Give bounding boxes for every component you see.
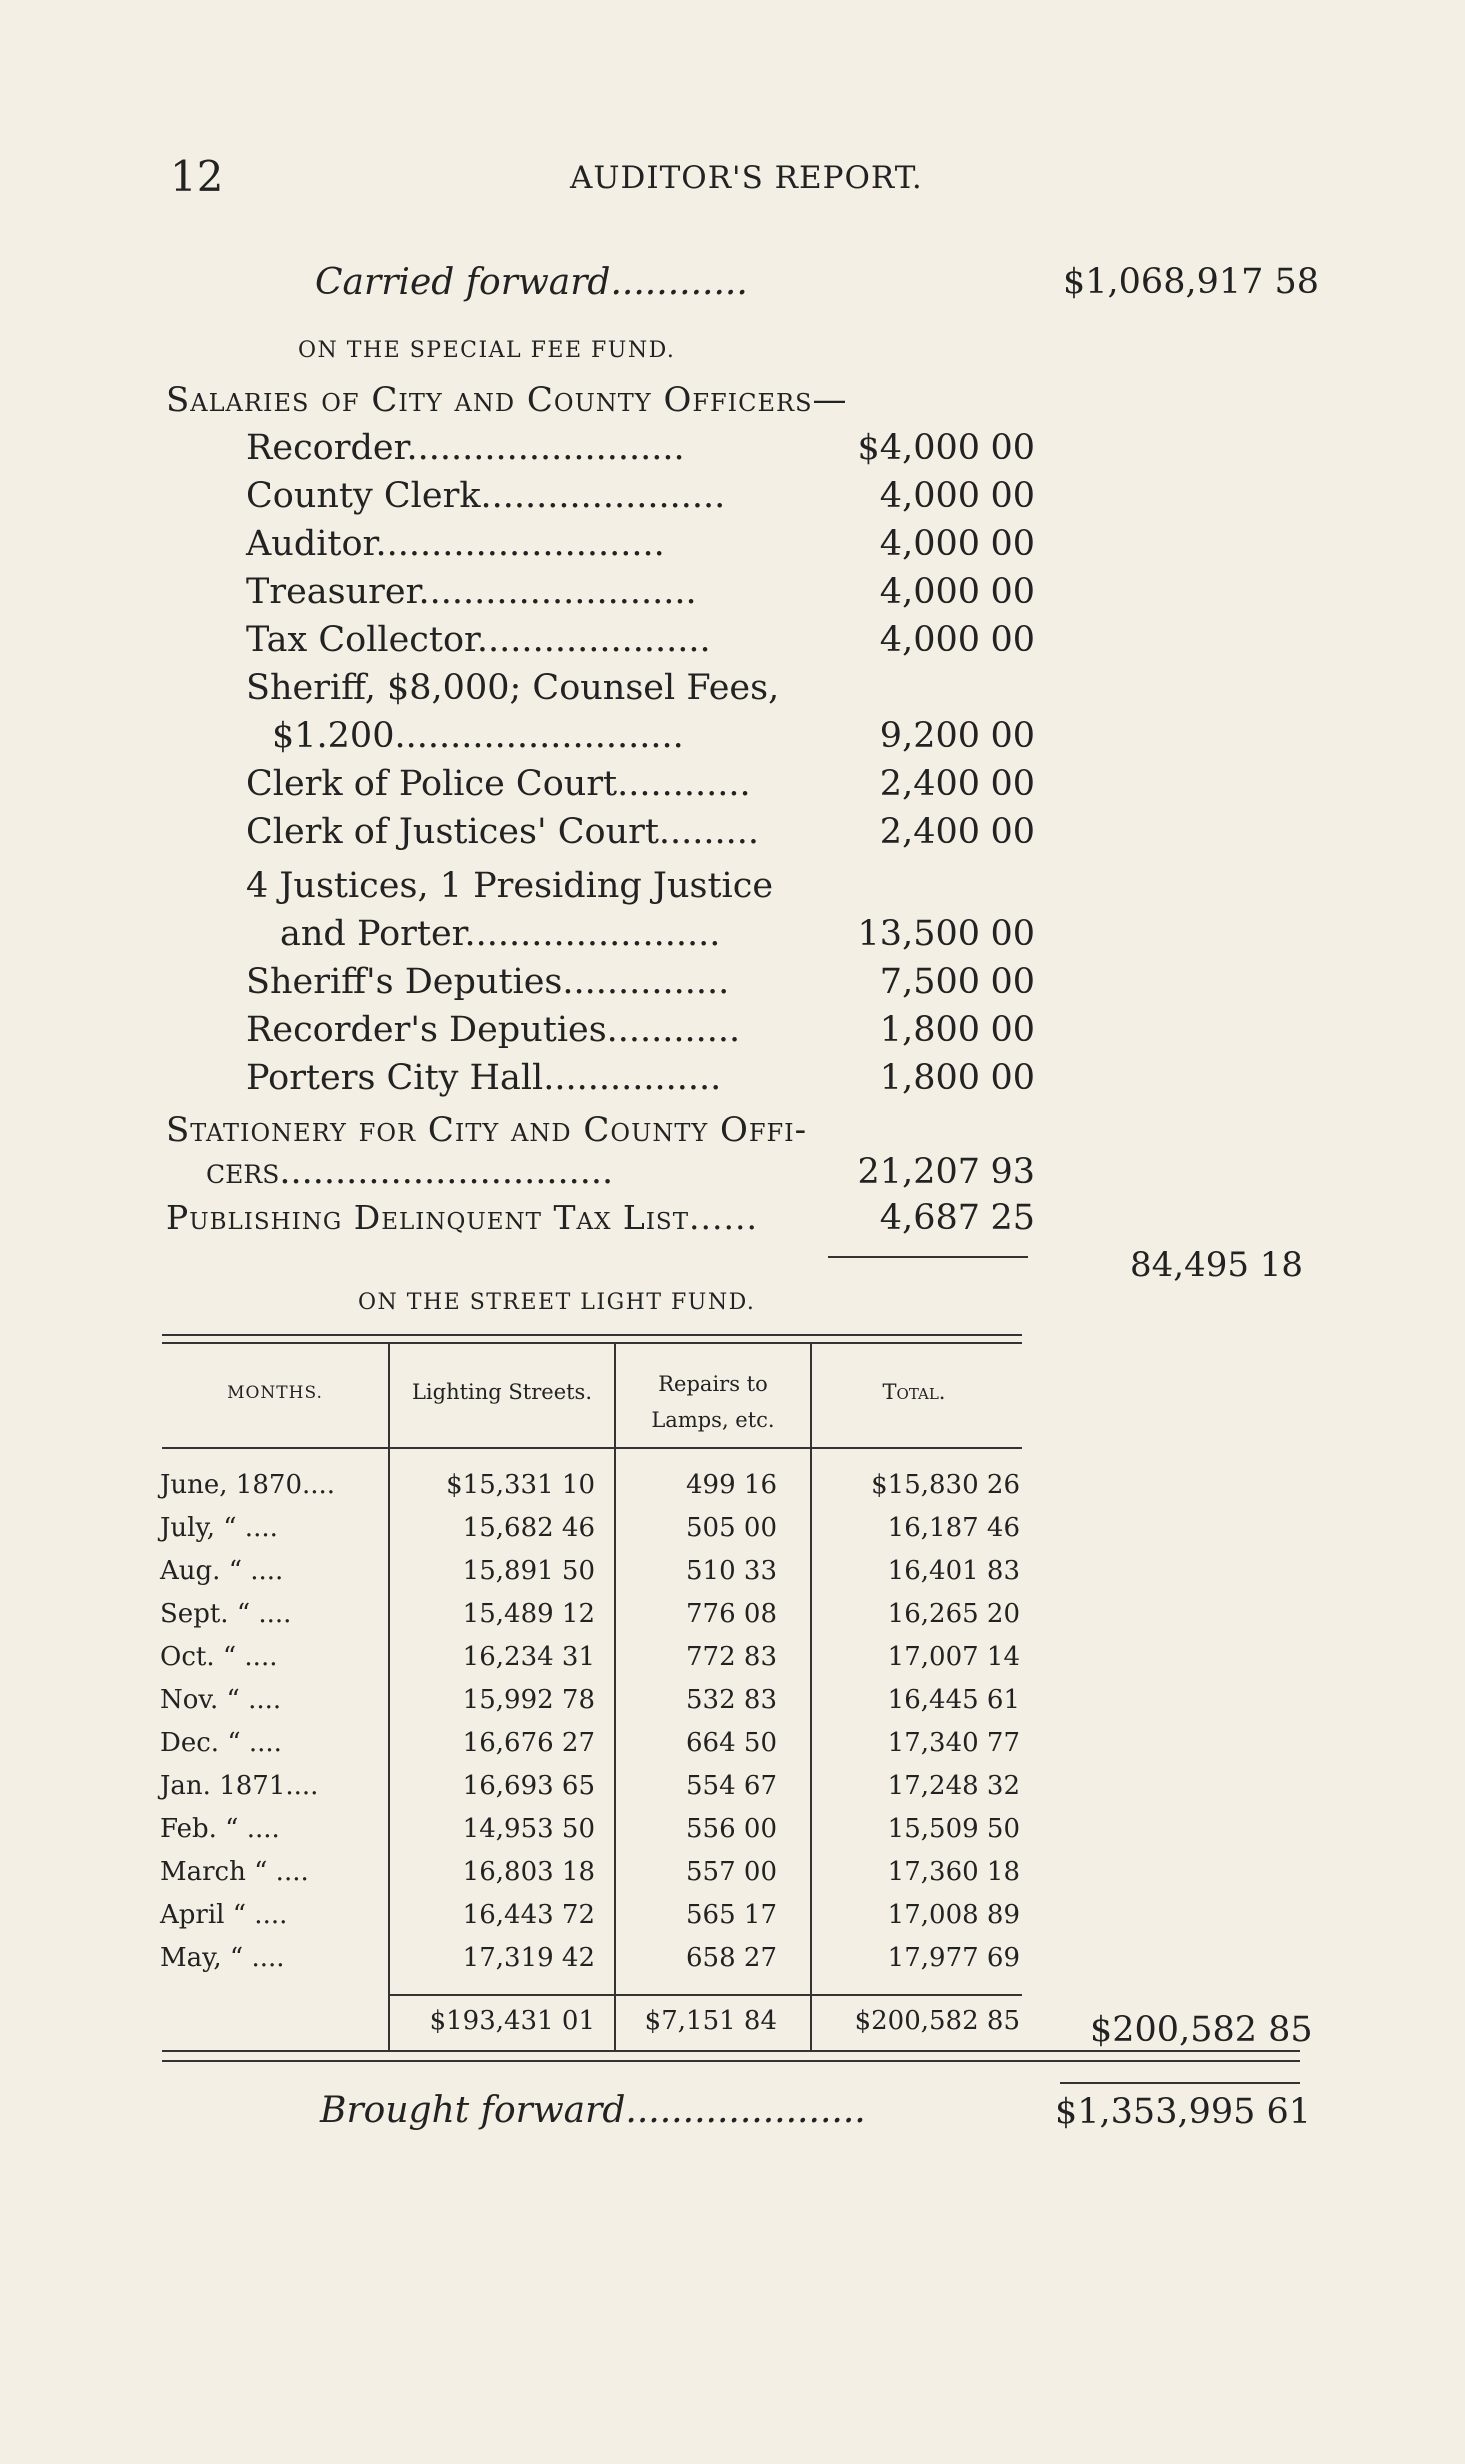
item-cents: 00 bbox=[990, 962, 1035, 1002]
stationery-heading: Stationery for City and County Offi- bbox=[166, 1110, 808, 1150]
item-label: Clerk of Police Court............ bbox=[246, 764, 751, 804]
stationery-label: cers.............................. bbox=[206, 1152, 614, 1192]
cell-lighting: 15,992 78 bbox=[462, 1685, 595, 1715]
cell-month: April “ .... bbox=[160, 1900, 288, 1930]
item-label: and Porter....................... bbox=[280, 914, 721, 954]
table-row bbox=[0, 1685, 1465, 1728]
carried-forward-label: Carried forward............ bbox=[315, 262, 748, 303]
cell-total: 16,265 20 bbox=[887, 1599, 1020, 1629]
item-cents: 00 bbox=[990, 914, 1035, 954]
cell-repairs: 499 16 bbox=[686, 1470, 777, 1500]
cell-total: 15,509 50 bbox=[887, 1814, 1020, 1844]
cell-lighting: 16,676 27 bbox=[462, 1728, 595, 1758]
table-row bbox=[0, 1943, 1465, 1986]
total-top-rule bbox=[388, 1994, 1022, 1996]
cell-repairs: 556 00 bbox=[686, 1814, 777, 1844]
cell-month: March “ .... bbox=[160, 1857, 309, 1887]
item-cents: 00 bbox=[990, 620, 1035, 660]
cell-total: 17,248 32 bbox=[887, 1771, 1020, 1801]
item-dollars: 4,000 bbox=[879, 572, 980, 612]
item-cents: 00 bbox=[990, 812, 1035, 852]
list-item bbox=[0, 620, 1465, 668]
item-label: Recorder......................... bbox=[246, 428, 685, 468]
item-label: Sheriff, $8,000; Counsel Fees, bbox=[246, 668, 780, 708]
item-label: Porters City Hall................ bbox=[246, 1058, 722, 1098]
table-bottom-rule bbox=[162, 2050, 1300, 2052]
list-item bbox=[0, 914, 1465, 962]
cell-total: 17,008 89 bbox=[887, 1900, 1020, 1930]
list-item bbox=[0, 668, 1465, 716]
cell-lighting: 15,682 46 bbox=[462, 1513, 595, 1543]
publishing-row bbox=[0, 1198, 1465, 1246]
list-item bbox=[0, 866, 1465, 914]
total-lighting: $193,431 01 bbox=[429, 2006, 595, 2036]
item-label: Recorder's Deputies............ bbox=[246, 1010, 741, 1050]
street-light-grand-total: $200,582 85 bbox=[1090, 2010, 1313, 2050]
cell-month: Aug. “ .... bbox=[160, 1556, 284, 1586]
cell-repairs: 776 08 bbox=[686, 1599, 777, 1629]
cell-repairs: 510 33 bbox=[686, 1556, 777, 1586]
cell-repairs: 505 00 bbox=[686, 1513, 777, 1543]
item-cents: 00 bbox=[990, 1058, 1035, 1098]
table-row bbox=[0, 1642, 1465, 1685]
publishing-dollars: 4,687 bbox=[879, 1198, 980, 1238]
item-dollars: 7,500 bbox=[879, 962, 980, 1002]
cell-repairs: 565 17 bbox=[686, 1900, 777, 1930]
cell-month: May, “ .... bbox=[160, 1943, 285, 1973]
item-label: 4 Justices, 1 Presiding Justice bbox=[246, 866, 774, 906]
list-item bbox=[0, 716, 1465, 764]
item-cents: 00 bbox=[990, 716, 1035, 756]
publishing-cents: 25 bbox=[990, 1198, 1035, 1238]
subtotal-rule bbox=[828, 1256, 1028, 1258]
cell-total: 17,360 18 bbox=[887, 1857, 1020, 1887]
cell-total: 16,401 83 bbox=[887, 1556, 1020, 1586]
table-top-rule bbox=[162, 1334, 1022, 1336]
item-label: Treasurer......................... bbox=[246, 572, 697, 612]
item-dollars: 13,500 bbox=[857, 914, 980, 954]
cell-total: 17,007 14 bbox=[887, 1642, 1020, 1672]
cell-month: Feb. “ .... bbox=[160, 1814, 280, 1844]
cell-lighting: $15,331 10 bbox=[446, 1470, 595, 1500]
cell-lighting: 14,953 50 bbox=[462, 1814, 595, 1844]
cell-lighting: 15,489 12 bbox=[462, 1599, 595, 1629]
cell-total: 16,187 46 bbox=[887, 1513, 1020, 1543]
cell-month: Jan. 1871.... bbox=[160, 1771, 319, 1801]
table-row bbox=[0, 1857, 1465, 1900]
list-item bbox=[0, 962, 1465, 1010]
salaries-heading: Salaries of City and County Officers— bbox=[166, 380, 848, 420]
cell-lighting: 16,803 18 bbox=[462, 1857, 595, 1887]
column-header-months: MONTHS. bbox=[227, 1383, 323, 1403]
item-cents: 00 bbox=[990, 1010, 1035, 1050]
column-header-repairs-sub: Lamps, etc. bbox=[651, 1408, 775, 1432]
item-dollars: $4,000 bbox=[857, 428, 980, 468]
cell-repairs: 658 27 bbox=[686, 1943, 777, 1973]
brought-forward-label: Brought forward..................... bbox=[320, 2090, 866, 2131]
cell-repairs: 557 00 bbox=[686, 1857, 777, 1887]
item-dollars: 2,400 bbox=[879, 812, 980, 852]
list-item bbox=[0, 1058, 1465, 1106]
cell-repairs: 532 83 bbox=[686, 1685, 777, 1715]
item-label: Tax Collector..................... bbox=[246, 620, 711, 660]
list-item bbox=[0, 572, 1465, 620]
cell-lighting: 16,693 65 bbox=[462, 1771, 595, 1801]
cell-lighting: 16,443 72 bbox=[462, 1900, 595, 1930]
column-header-repairs: Repairs to bbox=[658, 1372, 768, 1396]
total-repairs: $7,151 84 bbox=[644, 2006, 777, 2036]
table-row bbox=[0, 1900, 1465, 1943]
list-item bbox=[0, 524, 1465, 572]
column-header-lighting: Lighting Streets. bbox=[411, 1380, 593, 1404]
table-bottom-rule bbox=[162, 2060, 1300, 2062]
brought-forward-amount: $1,353,995 61 bbox=[1055, 2092, 1312, 2132]
cell-total: 17,977 69 bbox=[887, 1943, 1020, 1973]
cell-total: 17,340 77 bbox=[887, 1728, 1020, 1758]
cell-month: Oct. “ .... bbox=[160, 1642, 278, 1672]
item-dollars: 1,800 bbox=[879, 1058, 980, 1098]
table-top-rule bbox=[162, 1342, 1022, 1344]
stationery-dollars: 21,207 bbox=[857, 1152, 980, 1192]
item-cents: 00 bbox=[990, 428, 1035, 468]
item-cents: 00 bbox=[990, 764, 1035, 804]
table-row bbox=[0, 1771, 1465, 1814]
cell-month: Sept. “ .... bbox=[160, 1599, 292, 1629]
item-dollars: 1,800 bbox=[879, 1010, 980, 1050]
stationery-row bbox=[0, 1152, 1465, 1200]
item-label: Clerk of Justices' Court......... bbox=[246, 812, 760, 852]
table-row bbox=[0, 1728, 1465, 1771]
cell-total: $15,830 26 bbox=[871, 1470, 1020, 1500]
special-fee-heading: ON THE SPECIAL FEE FUND. bbox=[298, 338, 676, 363]
item-dollars: 2,400 bbox=[879, 764, 980, 804]
cell-total: 16,445 61 bbox=[887, 1685, 1020, 1715]
list-item bbox=[0, 812, 1465, 860]
table-row bbox=[0, 1470, 1465, 1513]
cell-month: Dec. “ .... bbox=[160, 1728, 282, 1758]
list-item bbox=[0, 1010, 1465, 1058]
table-row bbox=[0, 1599, 1465, 1642]
table-row bbox=[0, 1814, 1465, 1857]
page-title: AUDITOR'S REPORT. bbox=[570, 160, 923, 196]
list-item bbox=[0, 476, 1465, 524]
total-total: $200,582 85 bbox=[854, 2006, 1020, 2036]
item-dollars: 4,000 bbox=[879, 476, 980, 516]
item-cents: 00 bbox=[990, 572, 1035, 612]
item-cents: 00 bbox=[990, 476, 1035, 516]
header-bottom-rule bbox=[162, 1447, 1022, 1449]
publishing-label: Publishing Delinquent Tax List...... bbox=[166, 1198, 758, 1237]
cell-month: Nov. “ .... bbox=[160, 1685, 282, 1715]
item-label: $1.200.......................... bbox=[272, 716, 684, 756]
page-number: 12 bbox=[170, 152, 224, 201]
cell-month: July, “ .... bbox=[160, 1513, 278, 1543]
item-label: Auditor.......................... bbox=[246, 524, 665, 564]
item-cents: 00 bbox=[990, 524, 1035, 564]
list-item bbox=[0, 764, 1465, 812]
cell-lighting: 15,891 50 bbox=[462, 1556, 595, 1586]
column-header-total: Total. bbox=[882, 1380, 946, 1404]
carried-forward-amount: $1,068,917 58 bbox=[1063, 262, 1320, 302]
item-label: County Clerk...................... bbox=[246, 476, 726, 516]
item-dollars: 4,000 bbox=[879, 524, 980, 564]
cell-lighting: 17,319 42 bbox=[462, 1943, 595, 1973]
item-dollars: 4,000 bbox=[879, 620, 980, 660]
item-dollars: 9,200 bbox=[879, 716, 980, 756]
cell-month: June, 1870.... bbox=[160, 1470, 336, 1500]
table-row bbox=[0, 1556, 1465, 1599]
cell-lighting: 16,234 31 bbox=[462, 1642, 595, 1672]
cell-repairs: 772 83 bbox=[686, 1642, 777, 1672]
item-label: Sheriff's Deputies............... bbox=[246, 962, 730, 1002]
brought-rule bbox=[1060, 2082, 1300, 2084]
street-light-heading: ON THE STREET LIGHT FUND. bbox=[358, 1290, 756, 1315]
table-row bbox=[0, 1513, 1465, 1556]
cell-repairs: 664 50 bbox=[686, 1728, 777, 1758]
stationery-cents: 93 bbox=[990, 1152, 1035, 1192]
cell-repairs: 554 67 bbox=[686, 1771, 777, 1801]
list-item bbox=[0, 428, 1465, 476]
special-fee-subtotal: 84,495 18 bbox=[1130, 1245, 1304, 1285]
